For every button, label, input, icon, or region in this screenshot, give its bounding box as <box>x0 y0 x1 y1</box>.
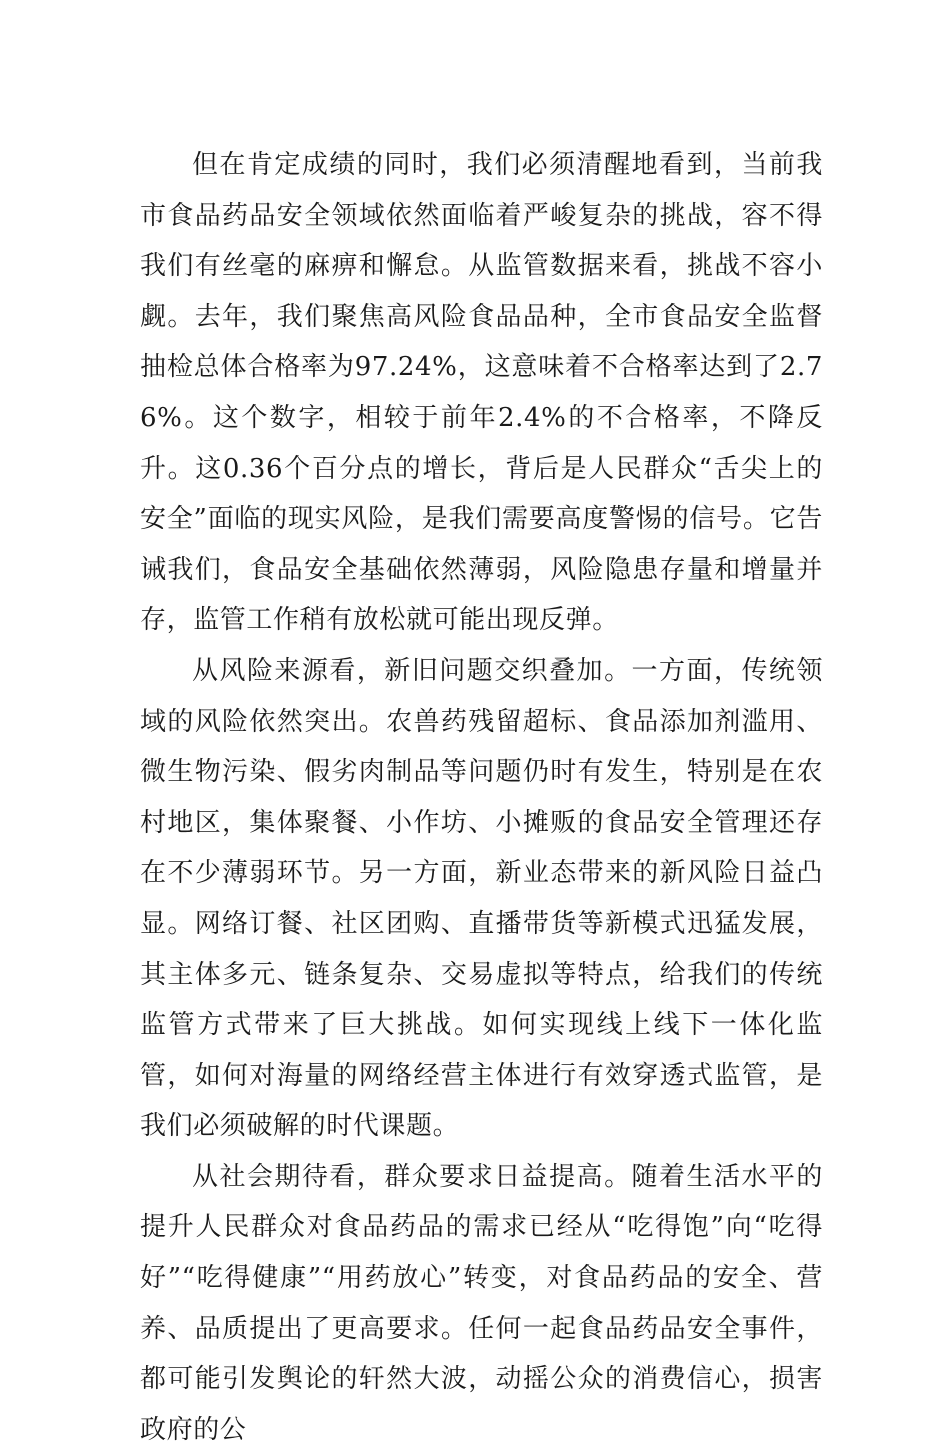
document-body <box>140 140 823 1455</box>
paragraph-1: 但在肯定成绩的同时，我们必须清醒地看到，当前我市食品药品安全领域依然面临着严峻复杂的挑战，容不得我们有丝毫的麻痹和懈怠。从监管数据来看，挑战不容小觑。去年，我们聚焦高风险食品品种，全市食品安全监督抽检总体合格率为97.24%，这意味着不合格率达到了2.76%。这个数字，相较于前年2.4%的不合格率，不降反升。这0.36个百分点的增长，背后是人民群众“舌尖上的安全”面临的现实风险，是我们需要高度警惕的信号。它告诫我们，食品安全基础依然薄弱，风险隐患存量和增量并存，监管工作稍有放松就可能出现反弹。 <box>140 150 823 636</box>
paragraph-3: 从社会期待看，群众要求日益提高。随着生活水平的提升人民群众对食品药品的需求已经从“吃得饱”向“吃得好”“吃得健康”“用药放心”转变，对食品药品的安全、营养、品质提出了更高要求。任何一起食品药品安全事件，都可能引发舆论的轩然大波，动摇公众的消费信心，损害政府的公 <box>140 1161 823 1445</box>
paragraph-2: 从风险来源看，新旧问题交织叠加。一方面，传统领域的风险依然突出。农兽药残留超标、食品添加剂滥用、微生物污染、假劣肉制品等问题仍时有发生，特别是在农村地区，集体聚餐、小作坊、小摊贩的食品安全管理还存在不少薄弱环节。另一方面，新业态带来的新风险日益凸显。网络订餐、社区团购、直播带货等新模式迅猛发展，其主体多元、链条复杂、交易虚拟等特点，给我们的传统监管方式带来了巨大挑战。如何实现线上线下一体化监管，如何对海量的网络经营主体进行有效穿透式监管，是我们必须破解的时代课题。 <box>140 655 823 1142</box>
